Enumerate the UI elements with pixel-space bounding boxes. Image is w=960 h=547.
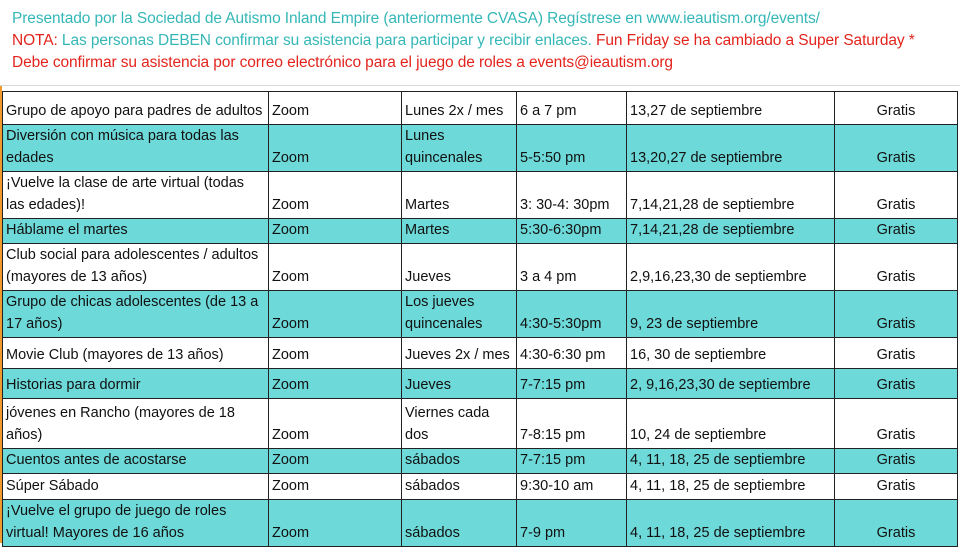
cost-cell: Gratis bbox=[835, 369, 958, 399]
note-change-text: Fun Friday se ha cambiado a Super Saturday * Debe confirmar su asistencia por correo electrónico para el juego de roles a events@ieautism.org bbox=[12, 32, 915, 71]
time-cell: 6 a 7 pm bbox=[517, 92, 627, 125]
frequency-cell: Jueves 2x / mes bbox=[402, 338, 517, 369]
cost-cell: Gratis bbox=[835, 500, 958, 547]
platform-cell: Zoom bbox=[269, 92, 402, 125]
platform-cell: Zoom bbox=[269, 474, 402, 500]
time-cell: 5-5:50 pm bbox=[517, 125, 627, 172]
activity-name-cell: Grupo de apoyo para padres de adultos bbox=[3, 92, 269, 125]
time-cell: 7-7:15 pm bbox=[517, 369, 627, 399]
time-cell: 3: 30-4: 30pm bbox=[517, 172, 627, 219]
schedule-table bbox=[2, 91, 958, 547]
cost-cell: Gratis bbox=[835, 449, 958, 474]
cost-cell: Gratis bbox=[835, 244, 958, 291]
table-row bbox=[3, 449, 958, 474]
frequency-cell: Martes bbox=[402, 219, 517, 244]
note-rsvp-text: Las personas DEBEN confirmar su asistencia para participar y recibir enlaces. bbox=[61, 32, 592, 49]
table-row bbox=[3, 219, 958, 244]
table-row bbox=[3, 291, 958, 338]
time-cell: 3 a 4 pm bbox=[517, 244, 627, 291]
activity-name-cell: Háblame el martes bbox=[3, 219, 269, 244]
platform-cell: Zoom bbox=[269, 399, 402, 449]
cost-cell: Gratis bbox=[835, 399, 958, 449]
frequency-cell: Los jueves quincenales bbox=[402, 291, 517, 338]
table-row bbox=[3, 338, 958, 369]
dates-cell: 4, 11, 18, 25 de septiembre bbox=[627, 474, 835, 500]
platform-cell: Zoom bbox=[269, 125, 402, 172]
cost-cell: Gratis bbox=[835, 219, 958, 244]
frequency-cell: Jueves bbox=[402, 244, 517, 291]
cost-cell: Gratis bbox=[835, 92, 958, 125]
header-line-1: Presentado por la Sociedad de Autismo Inland Empire (anteriormente CVASA) Regístrese en www.ieautism.org/events/ bbox=[12, 10, 820, 27]
table-row bbox=[3, 125, 958, 172]
dates-cell: 9, 23 de septiembre bbox=[627, 291, 835, 338]
dates-cell: 10, 24 de septiembre bbox=[627, 399, 835, 449]
time-cell: 4:30-6:30 pm bbox=[517, 338, 627, 369]
table-row bbox=[3, 500, 958, 547]
platform-cell: Zoom bbox=[269, 291, 402, 338]
table-row bbox=[3, 369, 958, 399]
time-cell: 4:30-5:30pm bbox=[517, 291, 627, 338]
activity-name-cell: Súper Sábado bbox=[3, 474, 269, 500]
header-note bbox=[12, 30, 950, 74]
cost-cell: Gratis bbox=[835, 172, 958, 219]
time-cell: 9:30-10 am bbox=[517, 474, 627, 500]
activity-name-cell: Movie Club (mayores de 13 años) bbox=[3, 338, 269, 369]
cost-cell: Gratis bbox=[835, 338, 958, 369]
activity-name-cell: Cuentos antes de acostarse bbox=[3, 449, 269, 474]
table-row bbox=[3, 92, 958, 125]
cost-cell: Gratis bbox=[835, 474, 958, 500]
platform-cell: Zoom bbox=[269, 338, 402, 369]
dates-cell: 13,27 de septiembre bbox=[627, 92, 835, 125]
platform-cell: Zoom bbox=[269, 219, 402, 244]
time-cell: 7-8:15 pm bbox=[517, 399, 627, 449]
time-cell: 7-7:15 pm bbox=[517, 449, 627, 474]
frequency-cell: Viernes cada dos bbox=[402, 399, 517, 449]
dates-cell: 2, 9,16,23,30 de septiembre bbox=[627, 369, 835, 399]
time-cell: 5:30-6:30pm bbox=[517, 219, 627, 244]
activity-name-cell: Club social para adolescentes / adultos (mayores de 13 años) bbox=[3, 244, 269, 291]
dates-cell: 13,20,27 de septiembre bbox=[627, 125, 835, 172]
dates-cell: 7,14,21,28 de septiembre bbox=[627, 219, 835, 244]
activity-name-cell: jóvenes en Rancho (mayores de 18 años) bbox=[3, 399, 269, 449]
table-row bbox=[3, 244, 958, 291]
platform-cell: Zoom bbox=[269, 369, 402, 399]
platform-cell: Zoom bbox=[269, 172, 402, 219]
announcement-header bbox=[0, 0, 960, 86]
activity-name-cell: Grupo de chicas adolescentes (de 13 a 17 años) bbox=[3, 291, 269, 338]
activity-name-cell: ¡Vuelve la clase de arte virtual (todas las edades)! bbox=[3, 172, 269, 219]
frequency-cell: Jueves bbox=[402, 369, 517, 399]
platform-cell: Zoom bbox=[269, 449, 402, 474]
platform-cell: Zoom bbox=[269, 500, 402, 547]
frequency-cell: Lunes quincenales bbox=[402, 125, 517, 172]
cost-cell: Gratis bbox=[835, 125, 958, 172]
frequency-cell: sábados bbox=[402, 449, 517, 474]
dates-cell: 7,14,21,28 de septiembre bbox=[627, 172, 835, 219]
table-row bbox=[3, 399, 958, 449]
schedule-rows bbox=[3, 92, 958, 547]
dates-cell: 16, 30 de septiembre bbox=[627, 338, 835, 369]
platform-cell: Zoom bbox=[269, 244, 402, 291]
activity-name-cell: Diversión con música para todas las edades bbox=[3, 125, 269, 172]
frequency-cell: Lunes 2x / mes bbox=[402, 92, 517, 125]
time-cell: 7-9 pm bbox=[517, 500, 627, 547]
cost-cell: Gratis bbox=[835, 291, 958, 338]
table-row bbox=[3, 474, 958, 500]
frequency-cell: sábados bbox=[402, 474, 517, 500]
dates-cell: 4, 11, 18, 25 de septiembre bbox=[627, 500, 835, 547]
activity-name-cell: ¡Vuelve el grupo de juego de roles virtual! Mayores de 16 años bbox=[3, 500, 269, 547]
table-row bbox=[3, 172, 958, 219]
frequency-cell: Martes bbox=[402, 172, 517, 219]
activity-name-cell: Historias para dormir bbox=[3, 369, 269, 399]
dates-cell: 4, 11, 18, 25 de septiembre bbox=[627, 449, 835, 474]
note-label: NOTA: bbox=[12, 32, 62, 49]
dates-cell: 2,9,16,23,30 de septiembre bbox=[627, 244, 835, 291]
frequency-cell: sábados bbox=[402, 500, 517, 547]
